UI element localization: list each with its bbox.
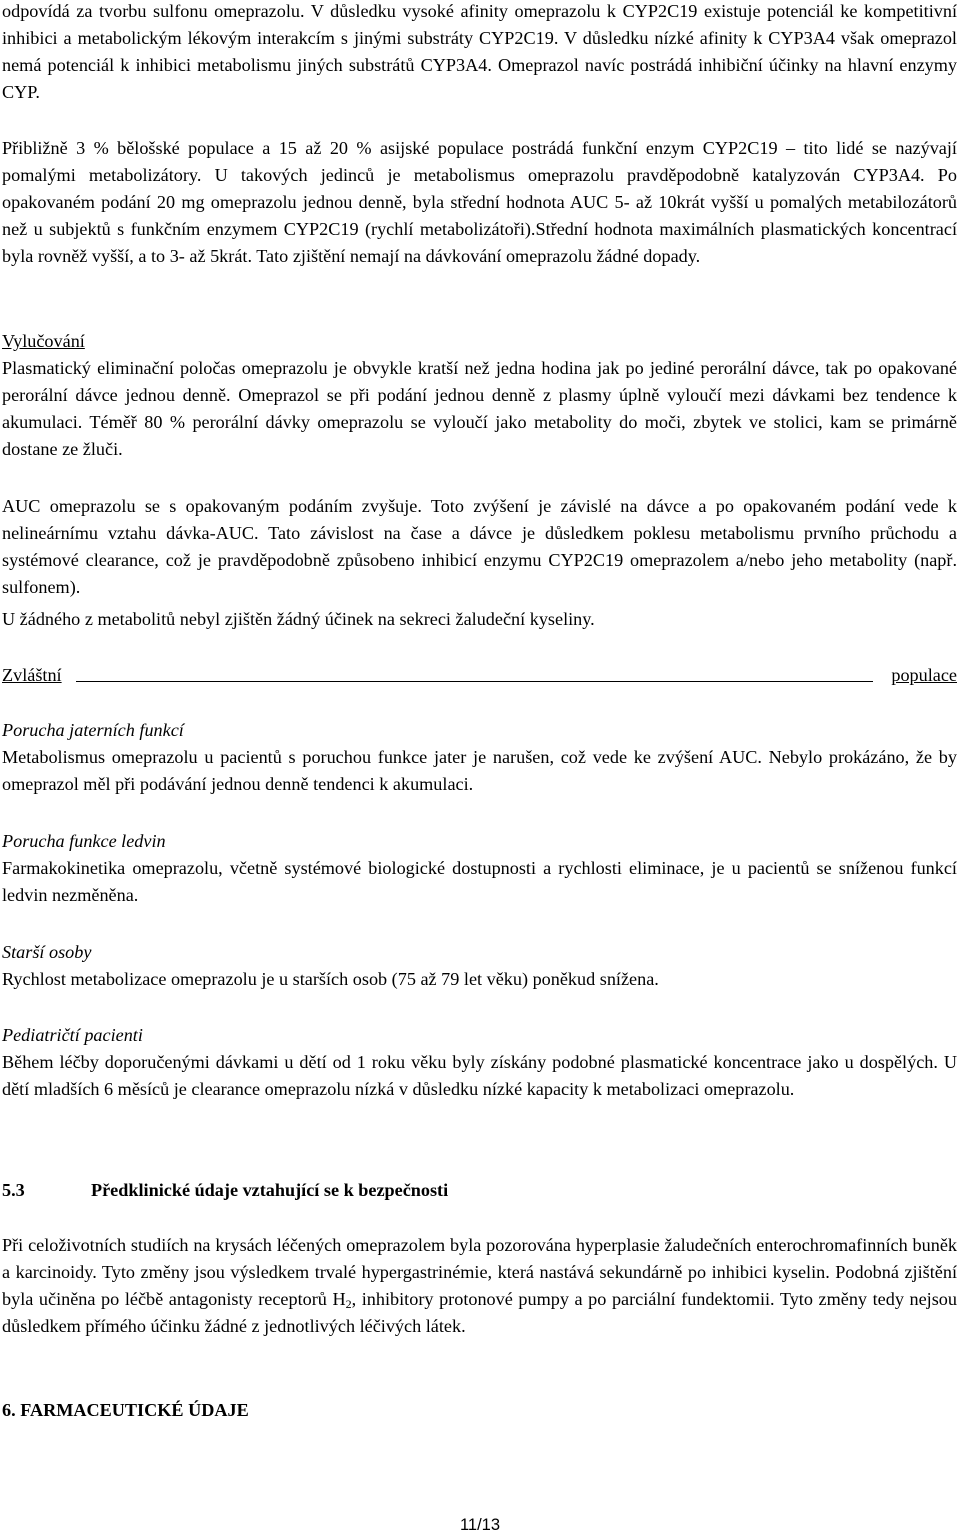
page-number: 11/13 bbox=[459, 1516, 501, 1534]
heading-underline-rule bbox=[76, 681, 873, 682]
special-populations-heading-left: Zvláštní bbox=[2, 665, 62, 685]
section-5-3-text bbox=[2, 1232, 957, 1340]
pediatric-text: Během léčby doporučenými dávkami u dětí od 1 roku věku byly získány podobné plasmatické koncentrace jako u dospělých. U dětí mladších 6 měsíců je clearance omeprazolu nízká v důsledku nízké kapacity k metabolizaci omeprazolu. bbox=[2, 1052, 957, 1099]
section-5-3-number: 5.3 bbox=[2, 1180, 25, 1200]
special-populations-heading-right: populace bbox=[891, 665, 957, 685]
section-5-3-title: Předklinické údaje vztahující se k bezpečnosti bbox=[91, 1180, 449, 1200]
renal-heading: Porucha funkce ledvin bbox=[2, 831, 166, 851]
metabolites-line: U žádného z metabolitů nebyl zjištěn žádný účinek na sekreci žaludeční kyseliny. bbox=[2, 609, 595, 629]
intro-paragraph: odpovídá za tvorbu sulfonu omeprazolu. V důsledku vysoké afinity omeprazolu k CYP2C19 existuje potenciál ke kompetitivní inhibici a metabolickým lékovým interakcím s jinými substráty CYP2C19. V důsledku nízké afinity k CYP3A4 však omeprazol nemá potenciál k inhibici metabolismu jiných substrátů CYP3A4. Omeprazol navíc postrádá inhibiční účinky na hlavní enzymy CYP. bbox=[2, 1, 957, 102]
renal-text: Farmakokinetika omeprazolu, včetně systémové biologické dostupnosti a rychlosti eliminace, je u pacientů se sníženou funkcí ledvin nezměněna. bbox=[2, 858, 957, 905]
section-5-3-text-part2: , inhibitory protonové pumpy a po parciální fundektomii. Tyto změny tedy nejsou důsledkem přímého účinku žádné z jednotlivých léčivých látek. bbox=[2, 1289, 957, 1336]
elimination-heading: Vylučování bbox=[2, 331, 85, 351]
hepatic-text: Metabolismus omeprazolu u pacientů s poruchou funkce jater je narušen, což vede ke zvýšení AUC. Nebylo prokázáno, že by omeprazol měl při podávání jednou denně tendenci k akumulaci. bbox=[2, 747, 957, 794]
elderly-heading: Starší osoby bbox=[2, 942, 92, 962]
h2-subscript: 2 bbox=[345, 1297, 352, 1311]
section-5-3-text-part1: Při celoživotních studiích na krysách léčených omeprazolem byla pozorována hyperplasie žaludečních enterochromafinních buněk a karcinoidy. Tyto změny jsou výsledkem trvalé hypergastrinémie, která nastává sekundárně po inhibici kyselin. Podobná zjištění byla učiněna po léčbě antagonisty receptorů H bbox=[2, 1235, 957, 1309]
section-6-heading: 6. FARMACEUTICKÉ ÚDAJE bbox=[2, 1400, 249, 1420]
poor-metabolizers-paragraph: Přibližně 3 % bělošské populace a 15 až 20 % asijské populace postrádá funkční enzym CYP2C19 – tito lidé se nazývají pomalými metabolizátory. U takových jedinců je metabolismus omeprazolu pravděpodobně katalyzován CYP3A4. Po opakovaném podání 20 mg omeprazolu jednou denně, byla střední hodnota AUC 5- až 10krát vyšší u pomalých metabilozátorů než u subjektů s funkčním enzymem CYP2C19 (rychlí metabolizátoři).Střední hodnota maximálních plasmatických koncentrací byla rovněž vyšší, a to 3- až 5krát. Tato zjištění nemají na dávkování omeprazolu žádné dopady. bbox=[2, 138, 957, 266]
hepatic-heading: Porucha jaterních funkcí bbox=[2, 720, 184, 740]
auc-paragraph: AUC omeprazolu se s opakovaným podáním zvyšuje. Toto zvýšení je závislé na dávce a po opakovaném podání vede k nelineárnímu vztahu dávka-AUC. Tato závislost na čase a dávce je důsledkem poklesu metabolismu prvního průchodu a systémové clearance, což je pravděpodobně způsobeno inhibicí enzymu CYP2C19 omeprazolem a/nebo jeho metabolity (např. sulfonem). bbox=[2, 496, 957, 597]
elderly-text: Rychlost metabolizace omeprazolu je u starších osob (75 až 79 let věku) poněkud snížena. bbox=[2, 969, 659, 989]
elimination-paragraph: Plasmatický eliminační poločas omeprazolu je obvykle kratší než jedna hodina jak po jediné perorální dávce, tak po opakované perorální dávce jednou denně. Omeprazol se při podání jednou denně z plasmy úplně vyloučí mezi dávkami bez tendence k akumulaci. Téměř 80 % perorální dávky omeprazolu se vyloučí jako metabolity do moči, zbytek ve stolici, kam se primárně dostane ze žluči. bbox=[2, 358, 957, 459]
pediatric-heading: Pediatričtí pacienti bbox=[2, 1025, 143, 1045]
